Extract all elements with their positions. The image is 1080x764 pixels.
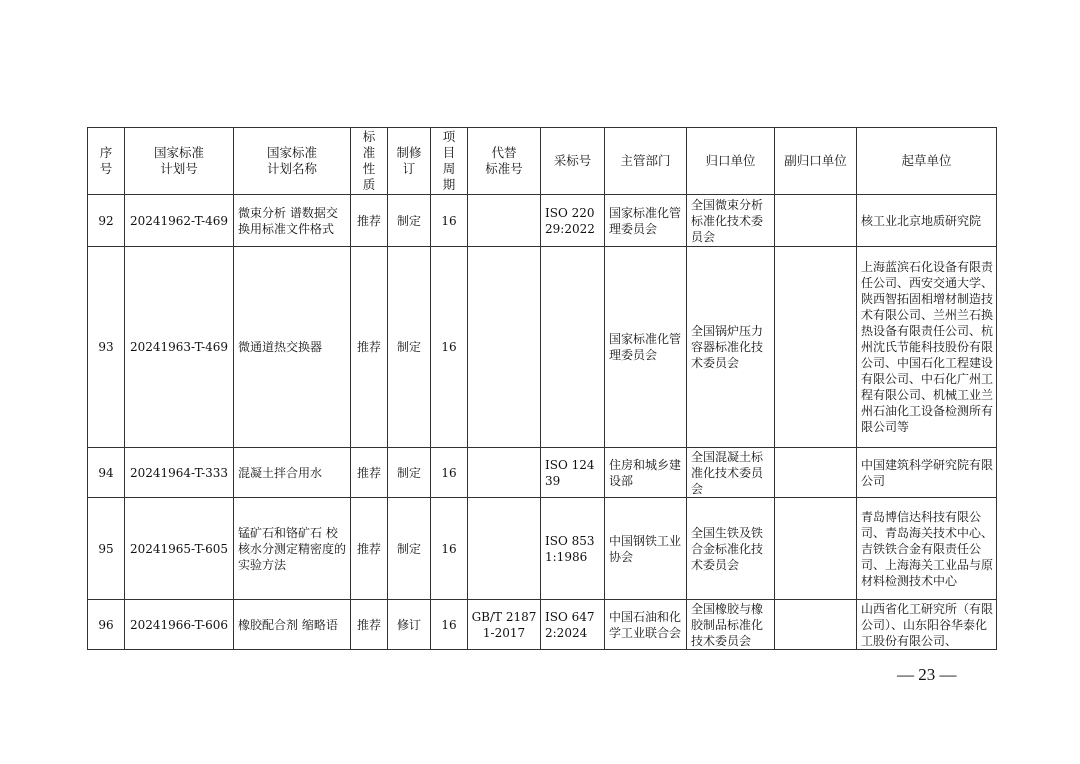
cell-no: 93 <box>88 247 125 448</box>
cell-sub-tc <box>775 498 857 600</box>
cell-drafter: 青岛博信达科技有限公司、青岛海关技术中心、吉铁铁合金有限责任公司、上海海关工业品与原材料检测技术中心 <box>857 498 997 600</box>
cell-type: 制定 <box>388 498 431 600</box>
cell-name: 混凝土拌合用水 <box>234 448 351 498</box>
cell-nature: 推荐 <box>351 498 388 600</box>
cell-type: 制定 <box>388 195 431 247</box>
cell-cycle: 16 <box>431 448 468 498</box>
cell-adopt: ISO 6472:2024 <box>541 600 605 650</box>
cell-nature: 推荐 <box>351 247 388 448</box>
cell-type: 制定 <box>388 448 431 498</box>
header-nature: 标 准 性 质 <box>351 128 388 195</box>
cell-no: 96 <box>88 600 125 650</box>
cell-type: 制定 <box>388 247 431 448</box>
header-no: 序 号 <box>88 128 125 195</box>
cell-adopt: ISO 22029:2022 <box>541 195 605 247</box>
table-row <box>88 195 997 247</box>
cell-no: 95 <box>88 498 125 600</box>
cell-nature: 推荐 <box>351 195 388 247</box>
cell-type: 修订 <box>388 600 431 650</box>
cell-drafter: 核工业北京地质研究院 <box>857 195 997 247</box>
cell-cycle: 16 <box>431 247 468 448</box>
header-tc: 归口单位 <box>687 128 775 195</box>
cell-cycle: 16 <box>431 600 468 650</box>
cell-adopt: ISO 8531:1986 <box>541 498 605 600</box>
header-plan-no: 国家标准 计划号 <box>125 128 234 195</box>
table-row <box>88 247 997 448</box>
cell-dept: 中国钢铁工业协会 <box>605 498 687 600</box>
cell-plan-no: 20241964-T-333 <box>125 448 234 498</box>
cell-name: 微束分析 谱数据交换用标准文件格式 <box>234 195 351 247</box>
cell-adopt <box>541 247 605 448</box>
cell-drafter: 中国建筑科学研究院有限公司 <box>857 448 997 498</box>
cell-cycle: 16 <box>431 195 468 247</box>
cell-sub-tc <box>775 195 857 247</box>
page-number: — 23 — <box>897 665 957 684</box>
table-row <box>88 600 997 650</box>
cell-tc: 全国混凝土标准化技术委员会 <box>687 448 775 498</box>
cell-dept: 住房和城乡建设部 <box>605 448 687 498</box>
standards-plan-table <box>87 127 997 650</box>
cell-dept: 国家标准化管理委员会 <box>605 195 687 247</box>
header-cycle: 项 目 周 期 <box>431 128 468 195</box>
cell-nature: 推荐 <box>351 600 388 650</box>
cell-sub-tc <box>775 448 857 498</box>
cell-plan-no: 20241962-T-469 <box>125 195 234 247</box>
header-replace: 代替 标准号 <box>468 128 541 195</box>
cell-dept: 国家标准化管理委员会 <box>605 247 687 448</box>
cell-replace <box>468 498 541 600</box>
header-dept: 主管部门 <box>605 128 687 195</box>
table-row <box>88 498 997 600</box>
cell-sub-tc <box>775 247 857 448</box>
cell-tc: 全国锅炉压力容器标准化技术委员会 <box>687 247 775 448</box>
cell-adopt: ISO 12439 <box>541 448 605 498</box>
cell-plan-no: 20241966-T-606 <box>125 600 234 650</box>
cell-name: 橡胶配合剂 缩略语 <box>234 600 351 650</box>
header-plan-name: 国家标准 计划名称 <box>234 128 351 195</box>
header-adopt: 采标号 <box>541 128 605 195</box>
cell-tc: 全国橡胶与橡胶制品标准化技术委员会 <box>687 600 775 650</box>
cell-plan-no: 20241965-T-605 <box>125 498 234 600</box>
table-header-row <box>88 128 997 195</box>
cell-dept: 中国石油和化学工业联合会 <box>605 600 687 650</box>
cell-replace: GB/T 21871-2017 <box>468 600 541 650</box>
cell-tc: 全国生铁及铁合金标准化技术委员会 <box>687 498 775 600</box>
cell-no: 94 <box>88 448 125 498</box>
header-revision-type: 制修 订 <box>388 128 431 195</box>
cell-nature: 推荐 <box>351 448 388 498</box>
cell-replace <box>468 195 541 247</box>
table-row <box>88 448 997 498</box>
cell-plan-no: 20241963-T-469 <box>125 247 234 448</box>
cell-replace <box>468 247 541 448</box>
cell-replace <box>468 448 541 498</box>
cell-drafter: 上海蓝滨石化设备有限责任公司、西安交通大学、陕西智拓固相增材制造技术有限公司、兰州兰石换热设备有限责任公司、杭州沈氏节能科技股份有限公司、中国石化工程建设有限公司、中石化广州工程有限公司、机械工业兰州石油化工设备检测所有限公司等 <box>857 247 997 448</box>
cell-sub-tc <box>775 600 857 650</box>
cell-drafter: 山西省化工研究所（有限公司）、山东阳谷华泰化工股份有限公司、 <box>857 600 997 650</box>
cell-tc: 全国微束分析标准化技术委员会 <box>687 195 775 247</box>
header-drafter: 起草单位 <box>857 128 997 195</box>
cell-name: 微通道热交换器 <box>234 247 351 448</box>
cell-no: 92 <box>88 195 125 247</box>
header-sub-tc: 副归口单位 <box>775 128 857 195</box>
cell-name: 锰矿石和铬矿石 校核水分测定精密度的实验方法 <box>234 498 351 600</box>
cell-cycle: 16 <box>431 498 468 600</box>
